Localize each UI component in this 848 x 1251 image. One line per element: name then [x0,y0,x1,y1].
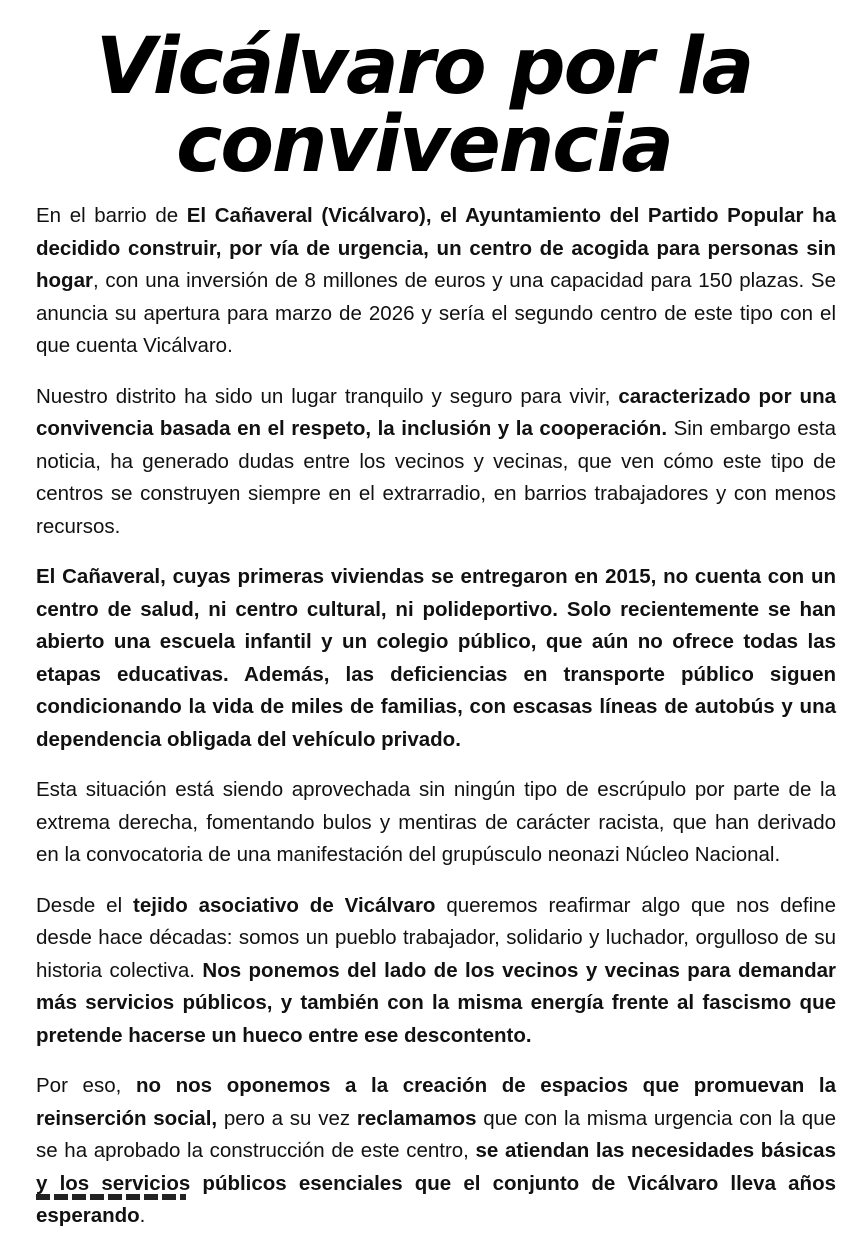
paragraph-text: . [139,1204,146,1227]
paragraph-bold-text: tejido asociativo de Vicálvaro [133,893,436,917]
paragraph-2 [36,381,836,544]
title-line-2: convivencia [176,100,672,190]
paragraph-bold-text: no nos oponemos a la creación de espacios que promuevan la reinserción social, [36,1074,836,1130]
paragraph-5 [36,890,836,1053]
paragraph-bold-text: se atiendan las necesidades básicas y los servicios públicos esenciales que el conjunto de Vicálvaro lleva años esperando [36,1139,836,1227]
page-title [40,22,808,190]
paragraph-bold-text: reclamamos [356,1106,477,1130]
paragraph-text: En el barrio de [36,204,187,227]
paragraph-text: que con la misma urgencia con la que se ha aprobado la construcción de este centro, [36,1106,836,1162]
paragraph-bold-text: El Cañaveral (Vicálvaro), el Ayuntamiento del Partido Popular ha decidido construir, por vía de urgencia, un centro de acogida para personas sin hogar [36,204,836,292]
paragraph-text: Nuestro distrito ha sido un lugar tranquilo y seguro para vivir, [36,384,619,408]
paragraph-bold-text: caracterizado por una convivencia basada en el respeto, la inclusión y la cooperación. [36,384,836,440]
paragraph-text: , con una inversión de 8 millones de euros y una capacidad para 150 plazas. Se anuncia su apertura para marzo de 2026 y sería el segundo centro de este tipo con el que cuenta Vicálvaro. [36,269,836,357]
paragraph-text: Sin embargo esta noticia, ha generado dudas entre los vecinos y vecinas, que ven cómo este tipo de centros se construyen siempre en el extrarradio, en barrios trabajadores y con menos recursos. [36,417,836,538]
paragraph-6 [36,1070,836,1233]
paragraph-text: Esta situación está siendo aprovechada sin ningún tipo de escrúpulo por parte de la extrema derecha, fomentando bulos y mentiras de carácter racista, que han derivado en la convocatoria de una manifestación del grupúsculo neonazi Núcleo Nacional. [36,778,836,866]
paragraph-4 [36,774,836,872]
paragraph-text: Por eso, [36,1074,136,1097]
title-line-1: Vicálvaro por la [95,22,753,112]
paragraph-1 [36,200,836,363]
paragraph-bold-text: Nos ponemos del lado de los vecinos y vecinas para demandar más servicios públicos, y también con la misma energía frente al fascismo que pretende hacerse un hueco entre ese descontento. [36,958,836,1047]
paragraph-text: queremos reafirmar algo que nos define desde hace décadas: somos un pueblo trabajador, solidario y luchador, orgulloso de su historia colectiva. [36,893,836,982]
paragraph-text: pero a su vez [217,1106,357,1130]
paragraph-bold-text: El Cañaveral, cuyas primeras viviendas se entregaron en 2015, no cuenta con un centro de salud, ni centro cultural, ni polideportivo. Solo recientemente se han abierto una escuela infantil y un colegio público, que aún no ofrece todas las etapas educativas. Además, las deficiencias en transporte público siguen condicionando la vida de miles de familias, con escasas líneas de autobús y una dependencia obligada del vehículo privado. [36,565,836,751]
paragraph-text: Desde el [36,893,134,917]
statement-body [36,200,836,1251]
cut-off-text-line [36,1190,186,1200]
paragraph-3 [36,561,836,756]
